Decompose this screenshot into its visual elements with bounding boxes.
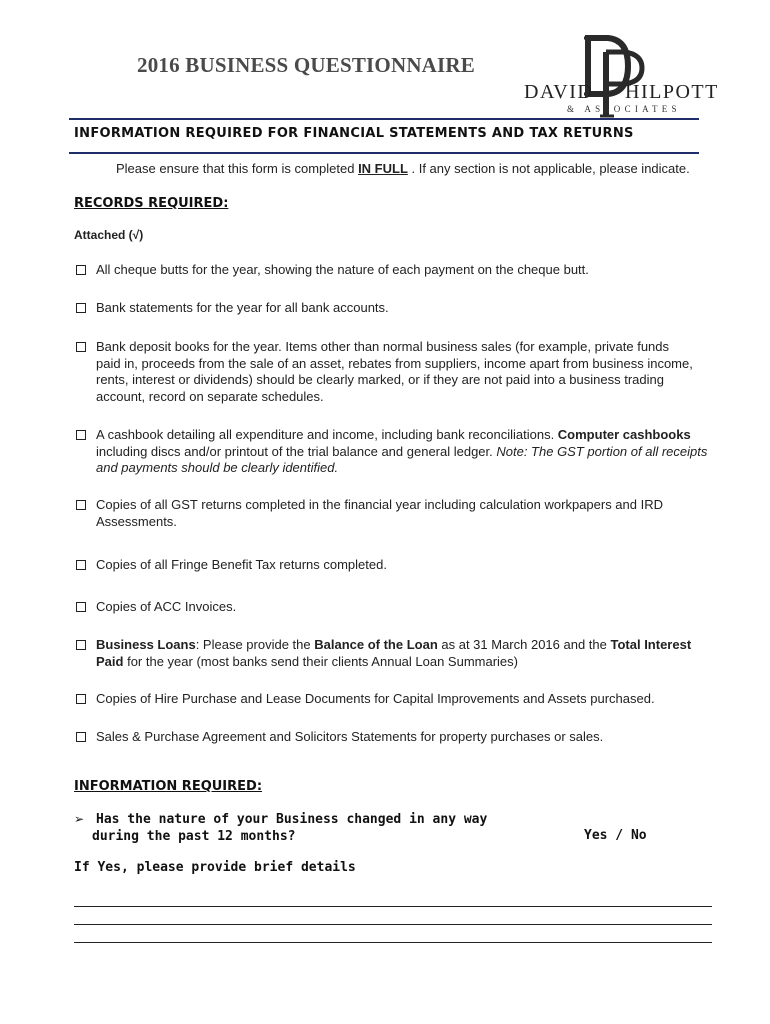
yes-no-options[interactable]: Yes / No [584, 828, 647, 843]
checkbox[interactable] [76, 430, 86, 440]
checklist-item: Sales & Purchase Agreement and Solicitors Statements for property purchases or sales. [74, 729, 714, 746]
logo-name-first: DAVID [524, 81, 594, 103]
heading-rule-bottom [69, 152, 699, 154]
records-required-heading: RECORDS REQUIRED: [74, 196, 229, 211]
business-change-question: ➢ Has the nature of your Business changed in any way during the past 12 months? [74, 812, 488, 844]
checkbox[interactable] [76, 602, 86, 612]
checklist-item: All cheque butts for the year, showing the nature of each payment on the cheque butt. [74, 262, 714, 279]
checkbox[interactable] [76, 265, 86, 275]
answer-line[interactable] [74, 924, 712, 925]
section-heading: INFORMATION REQUIRED FOR FINANCIAL STATEMENTS AND TAX RETURNS [74, 126, 634, 141]
document-title: 2016 BUSINESS QUESTIONNAIRE [137, 53, 475, 77]
checkbox[interactable] [76, 303, 86, 313]
checklist-item: A cashbook detailing all expenditure and income, including bank reconciliations. Computer cashbooks including discs and/or printout of the trial balance and general ledger. Note: The GST portion of all receipts and payments should be clearly identified. [74, 427, 714, 477]
checkbox[interactable] [76, 342, 86, 352]
arrow-bullet-icon: ➢ [74, 812, 85, 826]
checklist-item: Copies of ACC Invoices. [74, 599, 714, 616]
checklist-item: Bank deposit books for the year. Items other than normal business sales (for example, private funds paid in, proceeds from the sale of an asset, rebates from suppliers, income apart from business income, rents, interest or dividends) should be clearly marked, or if they are not paid into a business trading account, record on separate schedules. [74, 339, 714, 405]
intro-text: Please ensure that this form is completed IN FULL . If any section is not applicable, please indicate. [116, 161, 690, 176]
checkbox[interactable] [76, 640, 86, 650]
intro-emphasis: IN FULL [358, 161, 408, 176]
answer-line[interactable] [74, 906, 712, 907]
checkbox[interactable] [76, 694, 86, 704]
checklist-item: Copies of Hire Purchase and Lease Documents for Capital Improvements and Assets purchased. [74, 691, 714, 708]
checklist-item: Bank statements for the year for all bank accounts. [74, 300, 714, 317]
checkbox[interactable] [76, 732, 86, 742]
heading-rule-top [69, 118, 699, 120]
logo-name-second: HILPOTT [625, 81, 719, 103]
checkbox[interactable] [76, 560, 86, 570]
information-required-heading: INFORMATION REQUIRED: [74, 779, 263, 794]
checkbox[interactable] [76, 500, 86, 510]
checklist-item: Business Loans: Please provide the Balance of the Loan as at 31 March 2016 and the Total Interest Paid for the year (most banks send their clients Annual Loan Summaries) [74, 637, 714, 670]
attached-label: Attached (√) [74, 228, 144, 242]
checklist-item: Copies of all GST returns completed in the financial year including calculation workpapers and IRD Assessments. [74, 497, 714, 530]
company-logo [520, 32, 735, 122]
logo-subtitle: & ASSOCIATES [567, 104, 681, 114]
details-label: If Yes, please provide brief details [74, 860, 356, 875]
checklist-item: Copies of all Fringe Benefit Tax returns completed. [74, 557, 714, 574]
answer-line[interactable] [74, 942, 712, 943]
